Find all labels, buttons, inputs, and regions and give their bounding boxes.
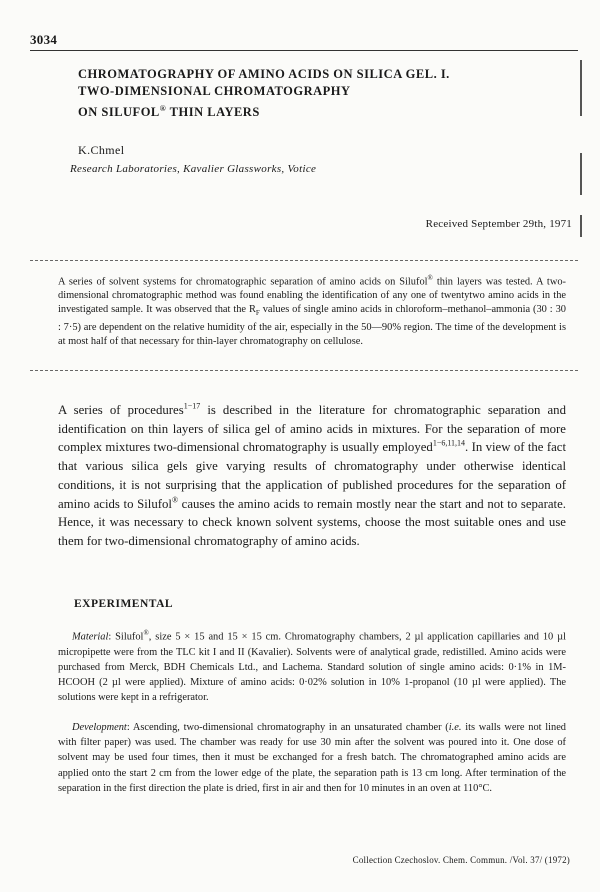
abstract-bottom-rule (30, 370, 578, 371)
title-line-1: CHROMATOGRAPHY OF AMINO ACIDS ON SILICA GEL. I. (78, 67, 450, 81)
page-number: 3034 (30, 32, 58, 47)
header-rule (30, 50, 578, 51)
margin-bar-low (580, 215, 582, 237)
author: K.Chmel (78, 143, 125, 157)
abstract: A series of solvent systems for chromatographic separation of amino acids on Silufol® thin layers was tested. A two-dimensional chromatographic method was found enabling the identification of any one of twentytwo amino acids in the investigated sample. It was observed that the $R_F$ values of single amino acids in chloroform–methanol–ammonia (30 : 30 : 7·5) are dependent on the relative humidity of the air, especially in the 50—90% region. The time of the development is at most half of that necessary for thin-layer chromatography on cellulose. (58, 274, 566, 347)
development-paragraph: Development: Ascending, two-dimensional chromatography in an unsaturated chamber (i.e. its walls were not lined with filter paper) was used. The chamber was ready for use 30 min after the solvent was poured into it. One dose of solvent may be used four times, then it must be exchanged for a fresh batch. The chromatographed amino acids are applied onto the start 2 cm from the lower edge of the plate, the separation path is 13 cm long. After termination of the separation in the first direction the plate is dried, first in air and then for 10 minutes in an oven at 110°C. (58, 722, 567, 794)
article-title (78, 66, 558, 121)
section-heading-experimental: EXPERIMENTAL (74, 598, 174, 610)
received-date: Received September 29th, 1971 (425, 218, 572, 230)
margin-bar-mid (580, 153, 582, 195)
material-paragraph: Material: Silufol®, size 5 × 15 and 15 × 15 cm. Chromatography chambers, 2 µl application capillaries and 10 µl micropipette were from the TLC kit I and II (Kavalier). Solvents were of analytical grade, redistilled. Amino acids were purchased from Merck, BDH Chemicals Ltd., and Lachema. Standard solution of single amino acids: 0·1% in 1M-HCOOH (2 µl were applied). Mixture of amino acids: 0·02% solution in 10% 1-propanol (10 µl were applied). The solutions were kept in a refrigerator. (58, 629, 567, 704)
title-line-2: TWO-DIMENSIONAL CHROMATOGRAPHY (78, 84, 351, 98)
title-line-3: ON SILUFOL® THIN LAYERS (78, 104, 260, 120)
affiliation: Research Laboratories, Kavalier Glassworks, Votice (70, 163, 317, 175)
abstract-top-rule (30, 260, 578, 261)
introduction-paragraph: A series of procedures$^{1-17}$ is described in the literature for chromatographic separation and identification on thin layers of silica gel of amino acids in mixtures. For the separation of more complex mixtures two-dimensional chromatography is usually employed$^{1-6,11,14}$. In view of the fact that various silica gels give varying results of chromatography under otherwise identical conditions, it is not surprising that the application of published procedures for the separation of amino acids to Silufol® causes the amino acids to remain mostly near the start and not to separate. Hence, it was necessary to check known solvent systems, choose the most suitable ones and use them for two-dimensional chromatography of amino acids. (58, 401, 566, 548)
journal-footer: Collection Czechoslov. Chem. Commun. /Vol. 37/ (1972) (352, 855, 570, 865)
margin-bar-top (580, 60, 582, 116)
